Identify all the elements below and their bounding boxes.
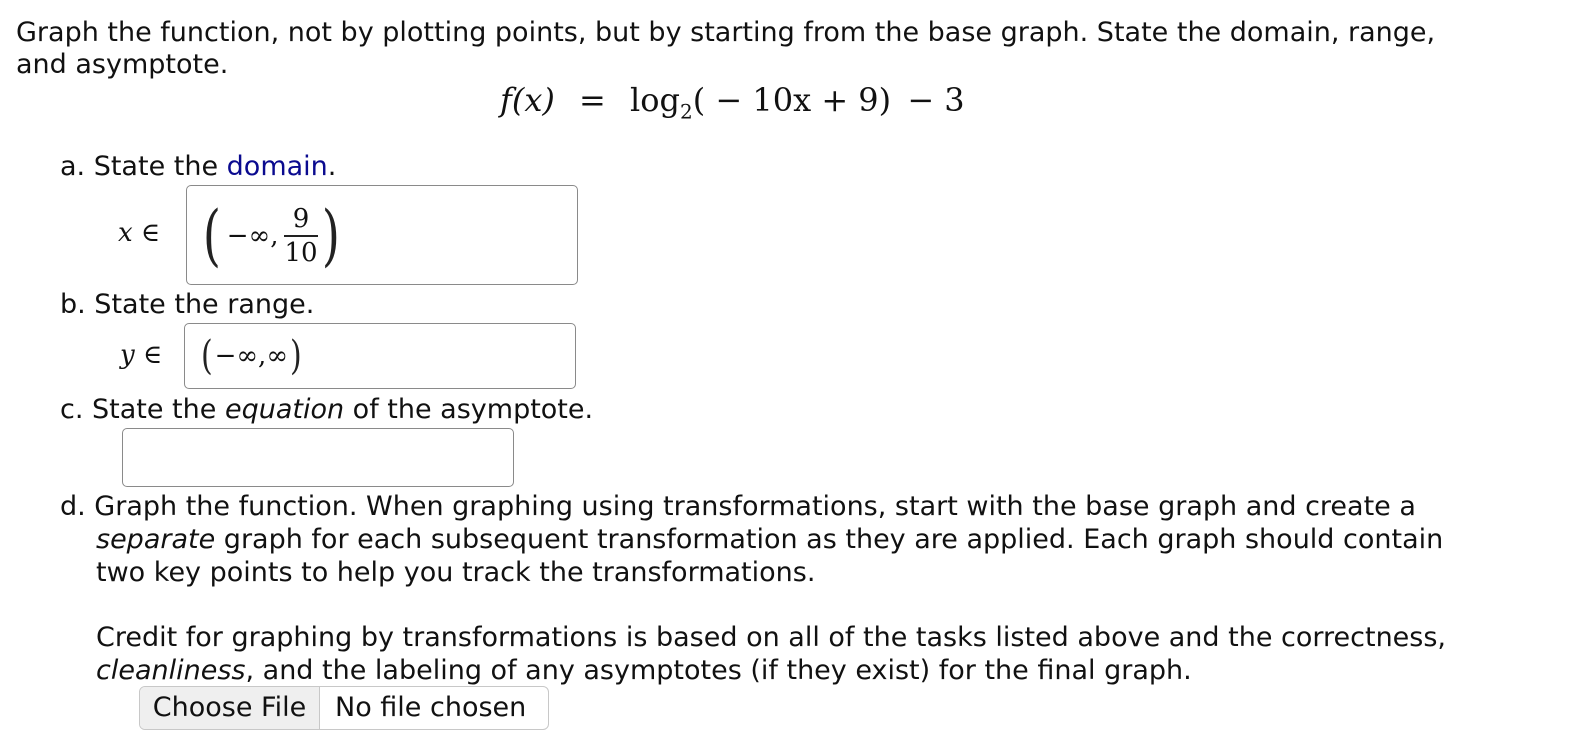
fraction-numerator: 9 — [292, 204, 310, 235]
formula-arg: ( − 10x + 9) — [692, 81, 892, 119]
range-answer-input[interactable] — [184, 323, 576, 389]
domain-var-prefix: x ∈ — [118, 218, 161, 248]
instructions-line-1: Graph the function, not by plotting points, but by starting from the base graph. State the domain, range, — [16, 17, 1436, 48]
domain-link[interactable]: domain — [226, 151, 328, 182]
function-formula — [500, 80, 965, 131]
range-answer-value — [199, 330, 304, 382]
domain-fraction — [284, 205, 317, 267]
formula-tail: − 3 — [907, 81, 965, 119]
credit-line-2: cleanliness, and the labeling of any asymptotes (if they exist) for the final graph. — [96, 655, 1192, 686]
file-status-text: No file chosen — [335, 692, 527, 723]
part-b-label: b. State the range. — [60, 289, 315, 320]
choose-file-button[interactable]: Choose File — [140, 687, 320, 729]
domain-answer-input[interactable] — [186, 185, 578, 285]
range-answer-text: −∞,∞ — [214, 341, 288, 371]
part-d-line-2: separate graph for each subsequent transformation as they are applied. Each graph should contain — [96, 524, 1444, 555]
open-paren: ( — [202, 197, 221, 274]
part-d-line-1: d. Graph the function. When graphing using transformations, start with the base graph and create a — [60, 491, 1416, 522]
fraction-denominator: 10 — [284, 237, 318, 268]
formula-log: log — [630, 81, 680, 119]
part-d-line-3: two key points to help you track the transformations. — [96, 557, 816, 588]
asymptote-answer-input[interactable] — [122, 428, 514, 487]
range-open-paren: ( — [200, 333, 213, 379]
formula-equals: = — [579, 81, 606, 119]
credit-line-1: Credit for graphing by transformations is based on all of the tasks listed above and the correctness, — [96, 622, 1447, 653]
range-close-paren: ) — [289, 333, 302, 379]
fraction-bar — [284, 235, 317, 237]
close-paren: ) — [321, 197, 340, 274]
range-var-prefix: y ∈ — [120, 340, 163, 370]
part-a-label: a. State the domain. — [60, 151, 337, 182]
formula-lhs: f(x) — [500, 81, 555, 119]
file-upload-control[interactable] — [139, 686, 549, 730]
instructions-line-2: and asymptote. — [16, 49, 229, 80]
domain-answer-left: −∞, — [226, 221, 279, 251]
part-c-label: c. State the equation of the asymptote. — [60, 394, 594, 425]
domain-answer-value — [199, 194, 343, 278]
formula-log-base: 2 — [680, 99, 693, 124]
